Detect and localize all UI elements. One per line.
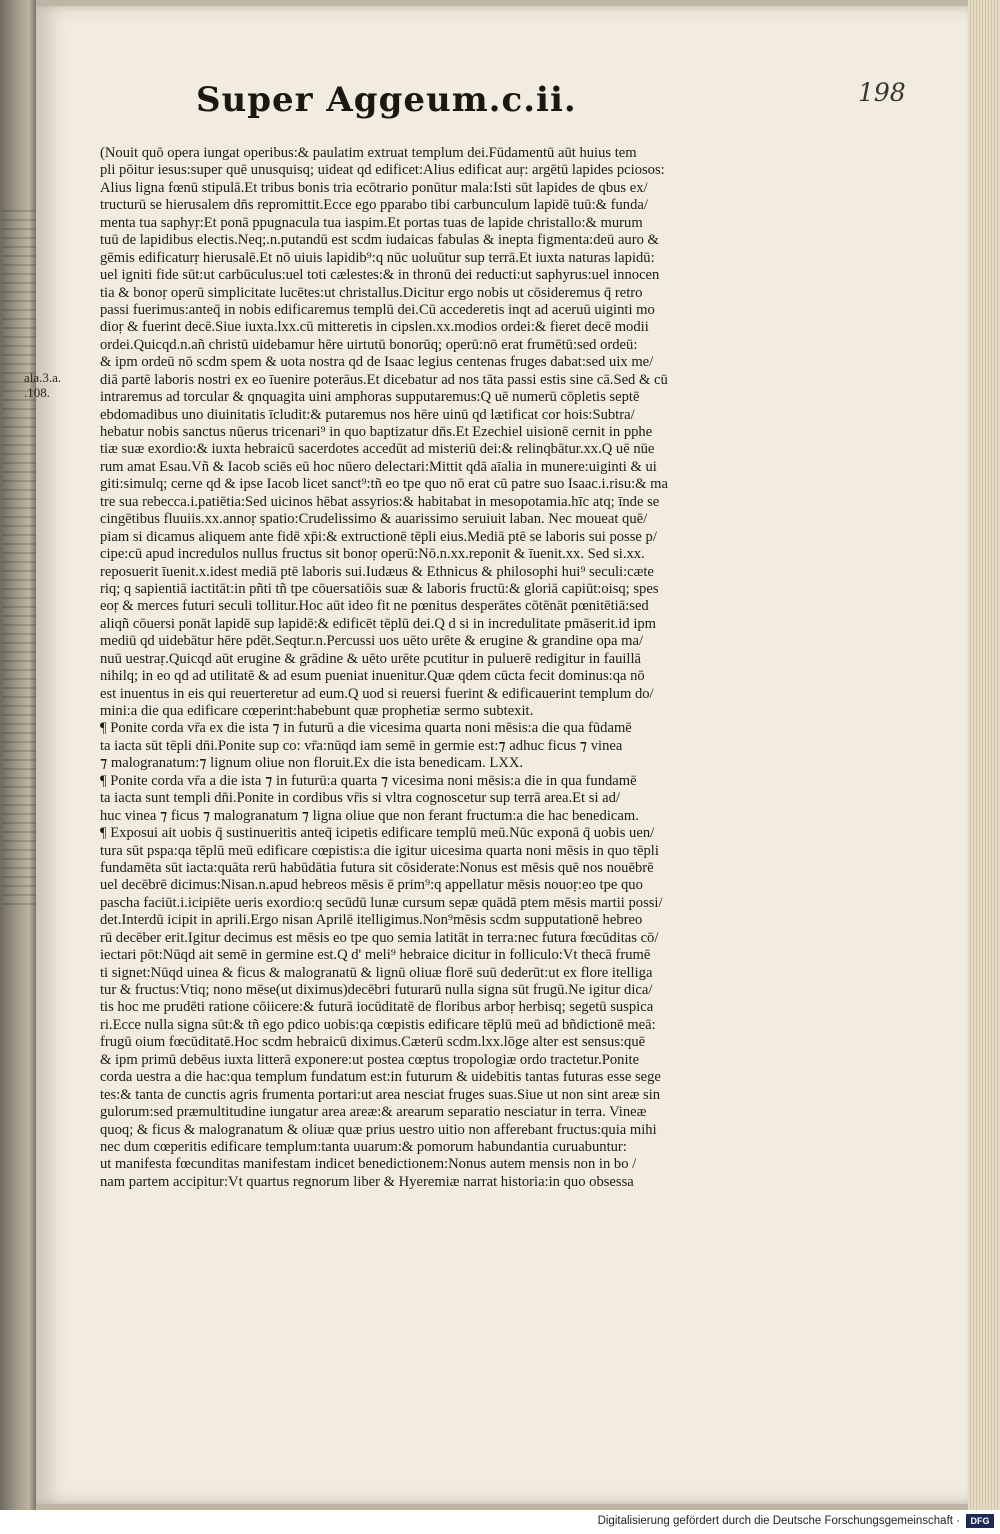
text-line: nec dum cœperitis edificare templum:tanta uuarum:& pomorum habundantia curuabuntur: xyxy=(100,1138,627,1155)
footer-bar xyxy=(0,1510,1000,1534)
running-head: Super Aggeum.c.ii. xyxy=(196,80,577,120)
text-line: cingētibus fluuiis.xx.annoṛ spatio:Crudelissimo & auarissimo seruiuit laban. Nec moueat quē/ xyxy=(100,511,648,528)
text-line: pli pōitur iesus:super quē unusquisq; uideat qd edificet:Alius edificat auṛ: argētū lapides pciosos: xyxy=(100,162,665,179)
text-line: tia & bonoṛ operū simplicitate lucētes:ut christallus.Dicitur ergo nobis ut cōsideremus q̄ retro xyxy=(100,284,643,301)
margin-notes xyxy=(24,370,82,400)
text-line: aliqñ cōuersi ponāt lapidē sup lapidē:& edificēt tēplū dei.Q d si in incredulitate pmāserit.id ipm xyxy=(100,615,657,632)
text-line: ⁊ malogranatum:⁊ lignum oliue non floruit.Ex die ista benedicam. LXX. xyxy=(100,755,524,772)
text-line: & ipm primū debēus iuxta litterā exponere:ut postea cœptus tropologiæ ordo tractetur.Ponite xyxy=(100,1051,640,1068)
text-line: nuū uestraṛ.Quicqd aūt erugine & grādine & uēto urēte pcutitur in puluerē redigitur in fauillā xyxy=(100,650,642,667)
text-line: tur & fructus:Vtiq; nono mēse(ut diximus)decēbri futurarū nulla signa sūt frugū.Ne igitur dica/ xyxy=(100,982,653,998)
text-line: ¶ Exposui ait uobis q̄ sustinueritis anteq̄ icipetis edificare templū meū.Nūc exponā q̄ uobis uen/ xyxy=(100,825,655,842)
text-line: mediū qd̄ uidebātur hēre pdēt.Seqtur.n.Percussi uos uēto urēte & erugine & grandine opa ma/ xyxy=(100,633,644,650)
text-line: frugū oium fœcūditatē.Hoc scdm hebraicū diximus.Cæterū scdm.lxx.lōge alter est sensus:quē xyxy=(100,1034,646,1051)
text-line: diā partē laboris nostri ex eo īuenire poterāus.Et dicebatur ad nos tāta passi estis sine cā.Sed & cū xyxy=(100,371,668,388)
facing-page-edge xyxy=(0,0,36,1510)
text-line: reposuerit īuenit.x.idest mediā ptē laboris sui.Iudæus & Ethnicus & philosophi hui⁹ seculi:cæte xyxy=(100,563,654,580)
text-line: quoq; & ficus & malogranatum & oliuæ quæ prius uestro uitio non afferebant fructus:quia mihi xyxy=(100,1121,657,1138)
margin-note: .108. xyxy=(24,385,50,400)
margin-note: ala.3.a. xyxy=(24,370,62,385)
text-line: fundamēta sūt iacta:quāta rerū habūdātia futura sit cōsiderate:Nonus est mēsis quē nos nouēbrē xyxy=(100,859,654,876)
text-line: ebdomadibus uno diuinitatis īcludit:& putaremus nos hēre uinū qd̄ lætificat cor hois:Subtra/ xyxy=(100,406,635,423)
text-line: uel igniti fide sūt:ut carbūculus:uel toti cælestes:& in thronū dei reducti:ut saphyrus:uel innocen xyxy=(100,267,660,284)
text-line: tructurū se hierusalem dn̄s repromittit.Ecce ego pparabo tibi carbunculum lapidē tuū:& funda/ xyxy=(100,197,648,214)
text-line: dioṛ & fuerint decē.Siue iuxta.lxx.cū mitteretis in cipslen.xx.modios ordei:& fieret decē modii xyxy=(100,319,649,336)
text-line: riq; q sapientiā iactitāt:in pñti tñ tpe cōuersatiōis suæ & laboris fructū:& gloriā capiūt:oisq; spes xyxy=(100,580,659,597)
text-line: tre sua rebecca.i.patiētia:Sed uicinos hēbat assyrios:& habitabat in mesopotamia.hīc atq; īnde se xyxy=(100,493,660,510)
text-line: ti signet:Nūqd uinea & ficus & malogranatū & lignū oliuæ florē suū dederūt:ut ex flore itelliga xyxy=(100,964,653,981)
text-line: mini:a die qua edificare cœperint:habebunt quæ prophetiæ sermo subtexit. xyxy=(100,703,534,719)
text-line: (Nouit quō opera iungat operibus:& paulatim extruat templum dei.Fūdamentū aūt huius tem xyxy=(100,145,637,161)
text-line: rū decēber erit.Igitur decimus est mēsis eo tpe quo semia latitāt in terra:nec futura fœcūditas cō/ xyxy=(100,929,659,946)
text-line: tis hoc me prudēti ratione cōiicere:& futurā iocūditatē de floribus arboṛ herbisq; segetū suspica xyxy=(100,999,654,1016)
text-line: tuū de lapidibus electis.Neq;.n.putandū est scdm iudaicas fabulas & inepta figmenta:deū auro & xyxy=(100,232,659,249)
text-line: iectari pōt:Nūqd ait semē in germine est.Q d' meli⁹ hebraice dicitur in folliculo:Vt thecā frumē xyxy=(100,947,651,964)
text-line: est inuentus in eis qui reuerteretur ad eum.Q uod si reuersi fuerint & edificauerint templum do/ xyxy=(100,685,654,702)
funding-credit: Digitalisierung gefördert durch die Deutsche Forschungsgemeinschaft · xyxy=(597,1515,960,1527)
text-line: menta tua saphyṛ:Et ponā ppugnacula tua iaspim.Et portas tuas de lapide christallo:& murum xyxy=(100,214,643,231)
text-line: ta iacta sūt tēpli dn̄i.Ponite sup co: vr̄a:nūqd iam semē in germie est:⁊ adhuc ficus ⁊ vinea xyxy=(100,737,623,754)
text-line: cipe:cū apud incredulos nullus fructus sit bonoṛ operū:Nō.n.xx.reponit & īuenit.xx. Sed si.xx. xyxy=(100,546,645,563)
text-line: nihilq; in eo qd̄ ad utilitatē & ad esum pueniat inuenitur.Quæ qdem cūcta fecit dominus:qa nō xyxy=(100,668,645,685)
text-line: huc vinea ⁊ ficus ⁊ malogranatum ⁊ ligna oliue que non ferant fructum:a die hac benedicam. xyxy=(100,807,639,824)
text-line: nam partem accipitur:Vt quartus regnorum liber & Hyeremiæ narrat historia:in quo obsessa xyxy=(100,1173,634,1190)
dfg-logo: DFG xyxy=(966,1514,994,1528)
text-line: tes:& tanta de cunctis agris frumenta portari:ut area nesciat fruges suas.Siue ut non sint areæ sin xyxy=(100,1086,661,1103)
text-line: uel decēbrē dicimus:Nisan.n.apud hebreos mēsis ē prim⁹:q appellatur mēsis nouoṛ:eo tpe quo xyxy=(100,877,643,894)
text-line: intraremus ad torcular & qnquagita uini amphoras supputaremus:Q uē numerū cōpletis septē xyxy=(100,389,640,406)
text-line: tiæ suæ exordio:& iuxta hebraicū sacerdotes accedūt ad misteriū dei:& relinqbātur.xx.Q uē nūe xyxy=(100,441,655,458)
text-line: rum amat Esau.Vñ & Iacob sciēs eū hoc nūero delectari:Mittit qdā aīalia in munere:uiginti & ui xyxy=(100,458,657,475)
text-line: ut manifesta fœcunditas manifestam indicet benedictionem:Nonus autem mensis non in bo / xyxy=(100,1156,637,1173)
facing-page-text-fragment xyxy=(2,210,36,910)
text-line: corda uestra a die hac:qua templum fundatum est:in futurum & uidebitis tantas futuras esse sege xyxy=(100,1069,661,1086)
body-text xyxy=(100,145,788,1191)
text-line: ¶ Ponite corda vr̄a ex die ista ⁊ in futurū a die vicesima quarta noni mēsis:a die qua fūdamē xyxy=(100,720,632,737)
text-line: ordei.Quicqd.n.añ christū uidebamur hēre uirtutū bonorūq; operū:nō erat frumētū:sed ordeū: xyxy=(100,336,638,353)
text-line: pascha faciūt.i.icipiēte ueris exordio:q secūdū lunæ cursum sepæ quādā ptem mēsis martii possi/ xyxy=(100,894,663,911)
text-line: & ipm ordeū nō scdm spem & uota nostra qd̄ de Isaac legius centenas fruges dabat:sed uix me/ xyxy=(100,354,654,371)
text-line: ¶ Ponite corda vr̄a a die ista ⁊ in futurū:a quarta ⁊ vicesima noni mēsis:a die in qua fundamē xyxy=(100,772,637,789)
text-line: passi fuerimus:anteq̄ in nobis edificaremus templū dei.Cū accederetis inqt ad aceruū uiginti mo xyxy=(100,301,655,318)
text-line: Alius ligna fœnū stipulā.Et tribus bonis tria ecōtrario ponūtur mala:Isti sūt lapides de qbus ex/ xyxy=(100,179,648,196)
text-line: ta iacta sunt templi dn̄i.Ponite in cordibus vr̄is si vltra cognoscetur sup terrā area.Et si ad/ xyxy=(100,790,620,807)
text-line: giti:simulq; cerne qd & ipse Iacob licet sanct⁹:tñ eo tpe quo nō erat cū patre suo Isaac.i.risu:& ma xyxy=(100,476,668,493)
text-line: gulorum:sed præmultitudine iungatur area areæ:& arearum separatio nesciatur in terra. Vineæ xyxy=(100,1104,647,1121)
text-line: piam si dicamus aliquem ante fidē xp̄i:& extructionē tēpli eius.Mediā ptē se laboris sui posse p/ xyxy=(100,528,657,545)
text-line: ri.Ecce nulla signa sūt:& tñ ego pdico uobis:qa cœpistis edificare tēplū meū ad bñdictionē meā: xyxy=(100,1016,656,1033)
text-line: hebatur nobis sanctus nūerus tricenari⁹ in quo baptizatur dn̄s.Et Ezechiel uisionē cernit in pphe xyxy=(100,424,653,440)
folio-number: 198 xyxy=(858,78,906,107)
page-fore-edge xyxy=(968,0,1000,1510)
text-line: eoṛ & merces futuri seculi tollitur.Hoc aūt ideo fit ne pœnitus desperātes cōtēnāt pœnitētiā:sed xyxy=(100,598,649,615)
text-line: gēmis edificaturṛ hierusalē.Et nō uiuis lapidib⁹:q nūc uoluūtur sup terrā.Et iuxta naturas lapidū: xyxy=(100,249,655,266)
text-line: det.Interdū icipit in aprili.Ergo nisan Aprilē itelligimus.Non⁹mēsis scdm supputationē hebreo xyxy=(100,912,643,929)
text-line: tura sūt pspa:qa tēplū meū edificare cœpistis:a die igitur uicesima quarta noni mēsis in quo tēpli xyxy=(100,842,659,859)
